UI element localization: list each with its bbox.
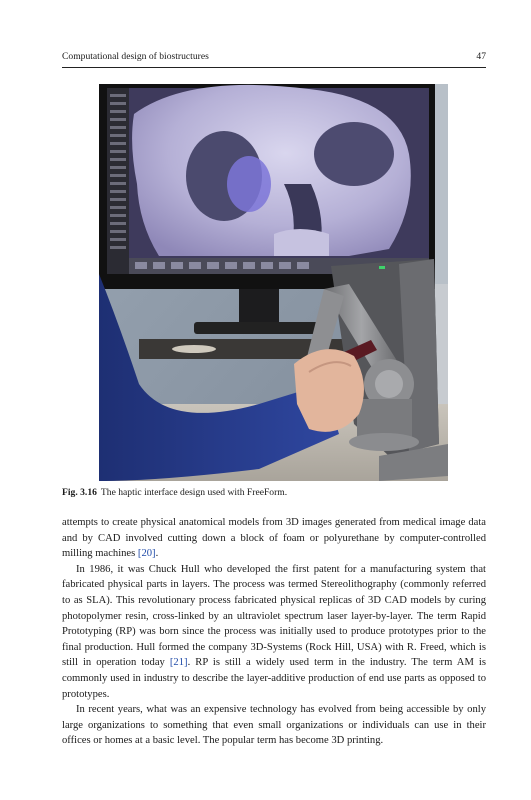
figure-label: Fig. 3.16 bbox=[62, 487, 97, 498]
citation-link[interactable]: [21] bbox=[169, 657, 188, 669]
page-number: 47 bbox=[476, 51, 486, 62]
paragraph-1: attempts to create physical anatomical models from 3D images generated from medical image data and by CAD involved cutting down a block of foam or polyurethane by computer-controlled milling machines [20]. bbox=[62, 517, 486, 560]
paragraph-3: In recent years, what was an expensive technology has evolved from being accessible by only large organizations to something that even small organizations or individuals can use in their offices or homes at a basic level. The popular term has become 3D printing. bbox=[62, 704, 486, 747]
body-text bbox=[62, 515, 486, 749]
figure-caption-text: The haptic interface design used with FreeForm. bbox=[100, 487, 288, 498]
running-title: Computational design of biostructures bbox=[62, 51, 209, 62]
running-header bbox=[62, 50, 486, 64]
haptic-setup-photo bbox=[99, 84, 448, 481]
paragraph-2: In 1986, it was Chuck Hull who developed the first patent for a manufacturing system that fabricated physical parts in layers. The process was termed Stereolithography (commonly referred to as SLA). This revolutionary process fabricated physical replicas of 3D CAD models by curing photopolymer resin, cross-linked by an ultraviolet spectrum laser layer-by-layer. The term Rapid Prototyping (RP) was born since the process was initially used to produce prototypes prior to the final production. Hull formed the company 3D-Systems (Rock Hill, USA) with R. Freed, which is still in operation today [21]. RP is still a widely used term in the industry. The term AM is commonly used in industry to describe the layer-additive production of end use parts as opposed to prototypes. bbox=[62, 563, 486, 700]
figure-caption bbox=[62, 486, 486, 500]
citation-link[interactable]: [20] bbox=[137, 548, 156, 560]
header-rule bbox=[62, 67, 486, 68]
figure-photo bbox=[99, 84, 448, 481]
